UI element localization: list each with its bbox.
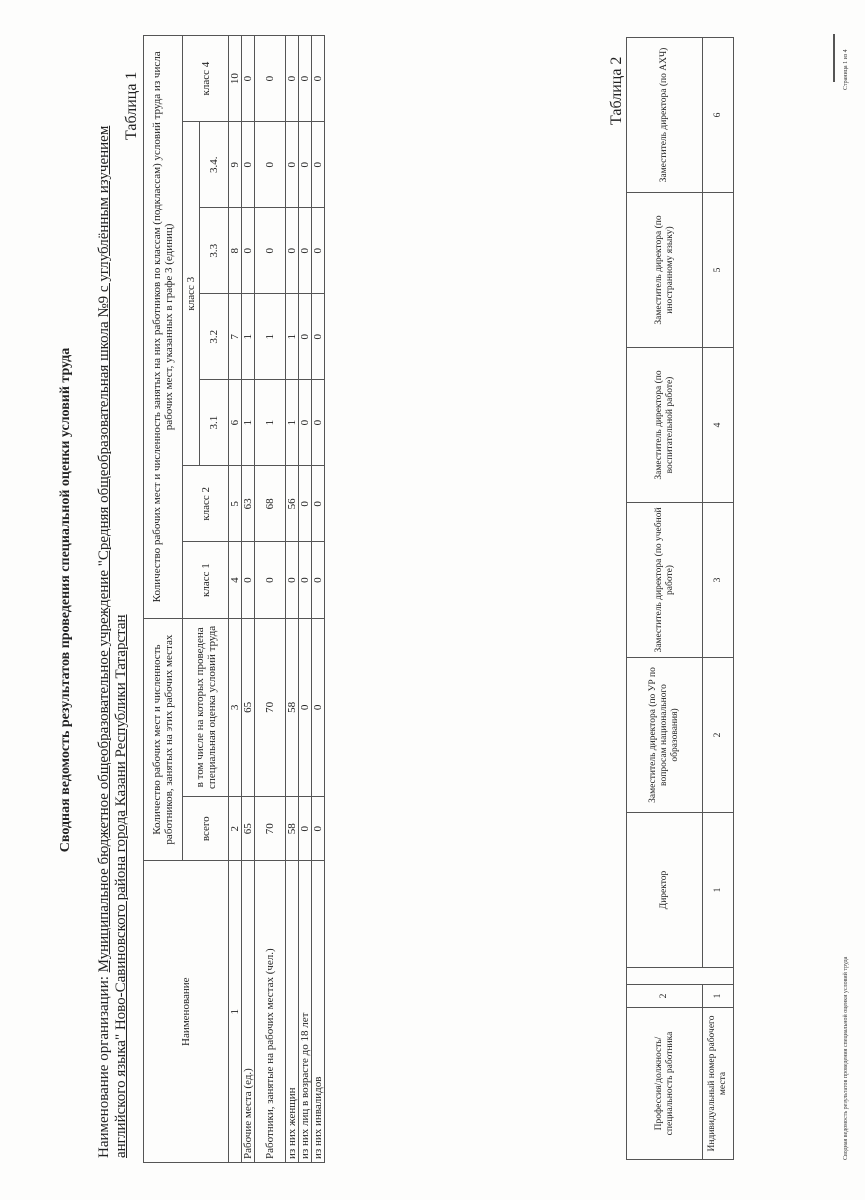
document-title: Сводная ведомость результатов проведения специальной оценки условий труда [58,347,73,853]
scan-mark [833,34,835,82]
cell: 0 [286,122,299,208]
cell-name: Заместитель директора (по иностранному языку) [627,193,703,348]
cell: 0 [255,36,286,122]
cell: 0 [312,208,325,294]
cell: 0 [299,36,312,122]
col-num: 1 [703,985,734,1008]
cell: 0 [312,542,325,618]
cell-name: Заместитель директора (по учебной работе) [627,503,703,658]
col-num: 3 [229,618,242,796]
table-row [312,36,325,1163]
row-label: из них инвалидов [312,861,325,1163]
cell: 0 [299,542,312,618]
cell: 0 [312,380,325,466]
header-class-group: Количество рабочих мест и численность занятых на них работников по классам (подклассам) условий труда из числа рабочих мест, указанных в графе 3 (единиц) [144,36,183,619]
cell: 63 [242,466,255,542]
cell: 0 [312,36,325,122]
cell: 0 [312,618,325,796]
cell-name: Заместитель директора (по УР по вопросам национального образования) [627,658,703,813]
footer-page-number: Страница 1 из 4 [843,49,849,90]
header-profession: Профессия/должность/специальность работника [627,1008,703,1160]
cell: 0 [299,294,312,380]
col-num: 10 [229,36,242,122]
table2-caption: Таблица 2 [608,56,625,125]
cell: 0 [255,122,286,208]
cell: 0 [299,466,312,542]
cell: 0 [286,36,299,122]
table-row [242,36,255,1163]
col-num: 1 [229,861,242,1163]
table-row [255,36,286,1163]
cell: 0 [242,122,255,208]
cell-name: Директор [627,813,703,968]
cell-id: 1 [703,813,734,968]
header-class2: класс 2 [183,466,229,542]
cell: 1 [286,380,299,466]
table-row [286,36,299,1163]
header-c34: 3.4. [200,122,229,208]
organization-label: Наименование организации: [96,972,112,1158]
cell: 0 [242,208,255,294]
column-number-row [229,36,242,1163]
cell: 0 [299,208,312,294]
cell: 0 [255,208,286,294]
col-num: 9 [229,122,242,208]
header-class4: класс 4 [183,36,229,122]
col-num: 2 [229,797,242,861]
cell: 56 [286,466,299,542]
col-num: 7 [229,294,242,380]
row-label: из них лиц в возрасте до 18 лет [299,861,312,1163]
cell: 0 [255,542,286,618]
cell: 65 [242,797,255,861]
cell: 1 [242,294,255,380]
organization-line [96,58,130,1158]
cell: 0 [286,542,299,618]
cell: 0 [299,797,312,861]
cell-id: 6 [703,38,734,193]
header-total: всего [183,797,229,861]
cell: 1 [255,380,286,466]
col-num: 4 [229,542,242,618]
col-num: 5 [229,466,242,542]
col-num: 6 [229,380,242,466]
cell-id: 5 [703,193,734,348]
cell: 0 [286,208,299,294]
table1-summary [143,35,325,1163]
header-assessed: в том числе на которых проведена специальная оценка условий труда [183,618,229,796]
cell: 0 [299,122,312,208]
cell-name: Заместитель директора (по АХЧ) [627,38,703,193]
cell: 68 [255,466,286,542]
cell-name: Заместитель директора (по воспитательной работе) [627,348,703,503]
header-count-group: Количество рабочих мест и численность работников, занятых на этих рабочих местах [144,618,183,861]
cell: 58 [286,618,299,796]
col-num: 8 [229,208,242,294]
cell: 0 [299,618,312,796]
header-c32: 3.2 [200,294,229,380]
cell: 65 [242,618,255,796]
cell: 0 [312,294,325,380]
cell: 0 [312,797,325,861]
header-class1: класс 1 [183,542,229,618]
header-c33: 3.3 [200,208,229,294]
table1-caption: Таблица 1 [123,71,140,140]
cell: 1 [286,294,299,380]
footer-document-name: Сводная ведомость результатов проведения специальной оценки условий труда [843,956,849,1160]
cell: 0 [312,466,325,542]
cell: 0 [299,380,312,466]
cell-id: 4 [703,348,734,503]
cell: 1 [255,294,286,380]
row-label: Работники, занятые на рабочих местах (чел.) [255,861,286,1163]
table-row [299,36,312,1163]
table2-workplaces [626,37,734,1160]
cell: 0 [312,122,325,208]
row-label: из них женщин [286,861,299,1163]
cell: 70 [255,618,286,796]
cell: 0 [242,36,255,122]
cell: 58 [286,797,299,861]
cell-id: 2 [703,658,734,813]
header-c31: 3.1 [200,380,229,466]
organization-name: Муниципальное бюджетное общеобразовательное учреждение "Средняя общеобразовательная школа №9 с углублённым изучением английского языка" Ново-Савиновского района города Казани Республики Татарстан [96,125,129,1158]
cell: 1 [242,380,255,466]
header-class3: класс 3 [183,122,200,466]
header-name: Наименование [144,861,229,1163]
cell-id: 3 [703,503,734,658]
header-id: Индивидуальный номер рабочего места [703,1008,734,1160]
cell: 70 [255,797,286,861]
cell: 0 [242,542,255,618]
row-label: Рабочие места (ед.) [242,861,255,1163]
section-gap [627,968,734,985]
col-num: 2 [627,985,703,1008]
